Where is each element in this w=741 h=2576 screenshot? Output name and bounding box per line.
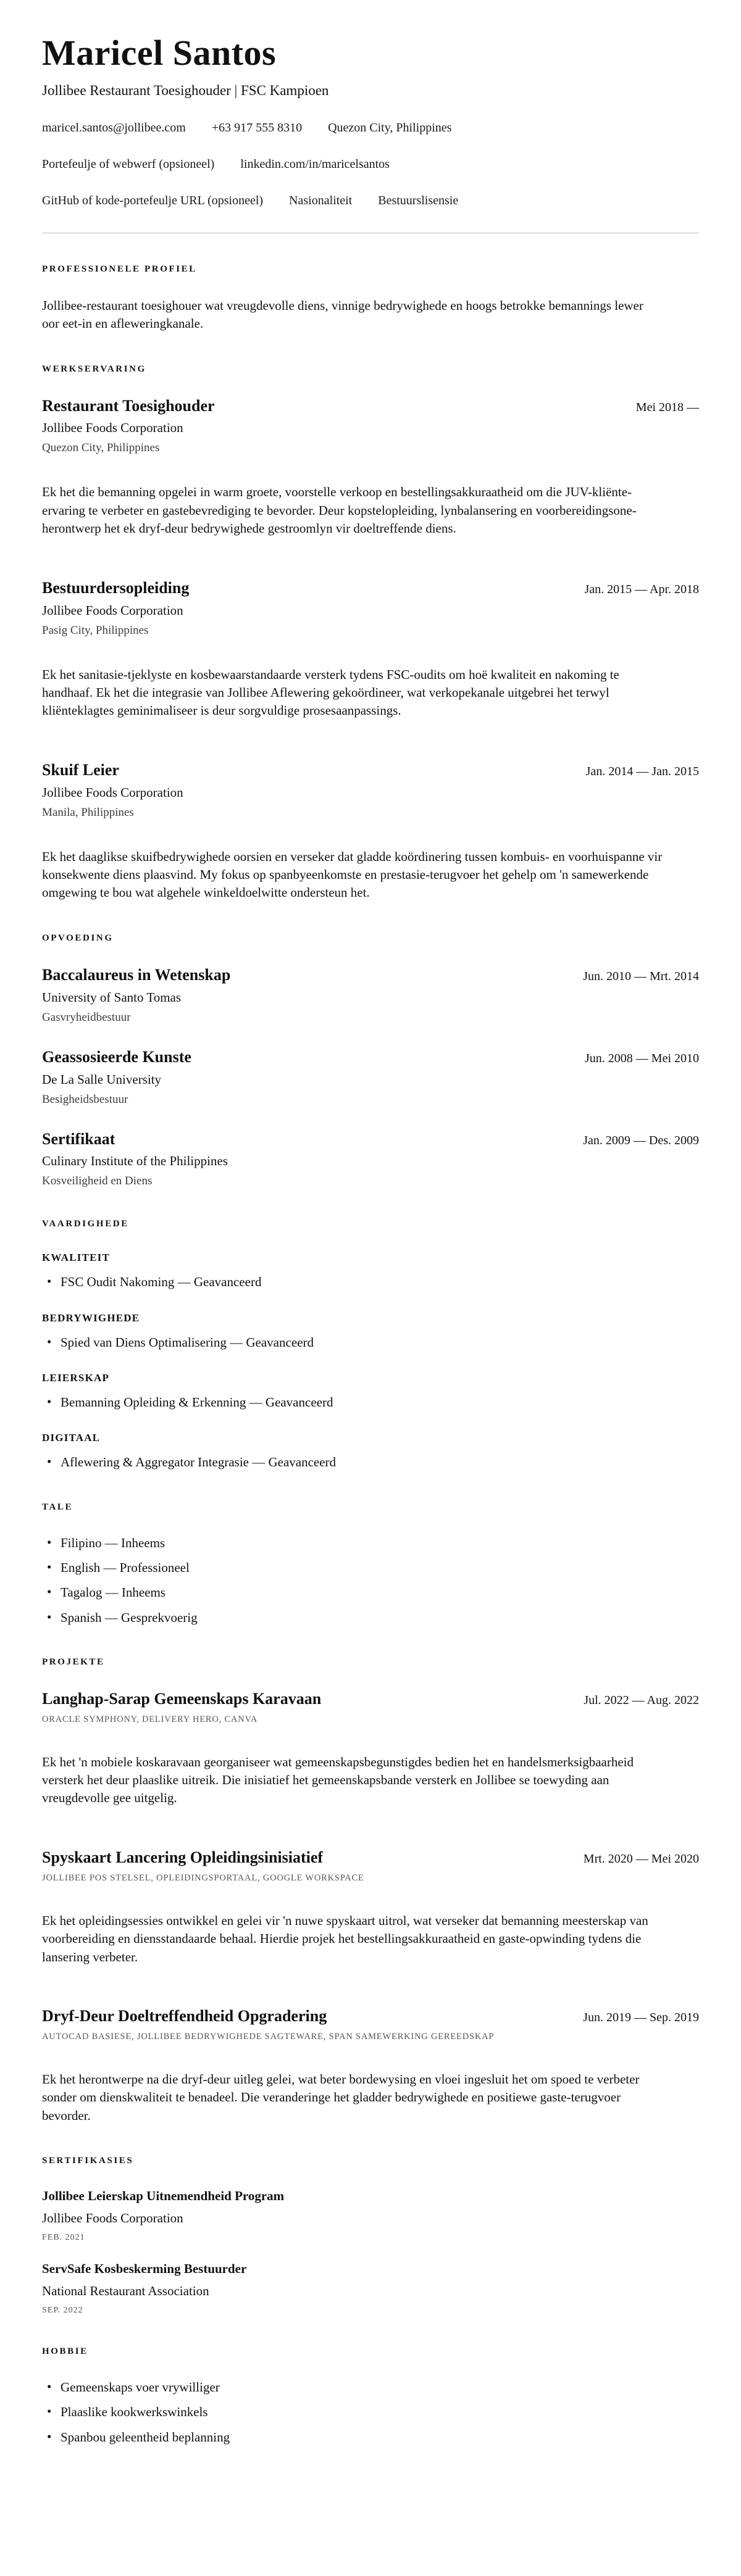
school-name: University of Santo Tomas <box>42 989 182 1005</box>
languages-heading: TALE <box>42 1502 73 1512</box>
certifications-heading: SERTIFIKASIES <box>42 2156 134 2166</box>
location-text: Quezon City, Philippines <box>328 120 452 135</box>
skill-list <box>42 1274 699 1290</box>
section-experience <box>42 364 699 902</box>
project-description: Ek het 'n mobiele koskaravaan georganiseer wat gemeenskapsbegunstigdes bedien het en handelsmerksigbaarheid versterk het deur plaaslike uitreik. Die inisiatief het gemeenskapsbande versterk en Jollibee se toewyding aan vreugdevolle gee uitgelig. <box>42 1754 634 1806</box>
job-title: Bestuurdersopleiding <box>42 578 190 597</box>
certification-date: FEB. 2021 <box>42 2233 85 2242</box>
project-tools: ORACLE SYMPHONY, DELIVERY HERO, CANVA <box>42 1714 258 1724</box>
certification-issuer: National Restaurant Association <box>42 2283 209 2298</box>
section-education <box>42 933 699 1189</box>
project-entry-head <box>42 1690 699 1708</box>
language-item: • English — Professioneel <box>42 1560 699 1576</box>
experience-entry-head <box>42 579 699 597</box>
nationality-label: Nasionaliteit <box>289 193 353 207</box>
job-company: Jollibee Foods Corporation <box>42 602 183 618</box>
phone-number: +63 917 555 8310 <box>211 120 303 135</box>
section-languages <box>42 1502 699 1626</box>
project-entry <box>42 2007 699 2125</box>
candidate-headline: Jollibee Restaurant Toesighouder | FSC Kampioen <box>42 82 329 98</box>
skill-list <box>42 1394 699 1411</box>
hobby-list <box>42 2379 699 2446</box>
resume-header <box>42 33 699 208</box>
education-entry <box>42 1048 699 1107</box>
skill-group-digital <box>42 1432 699 1471</box>
language-list <box>42 1535 699 1626</box>
projects-heading: PROJEKTE <box>42 1656 105 1667</box>
certification-title: Jollibee Leierskap Uitnemendheid Program <box>42 2188 285 2203</box>
experience-heading: WERKSERVARING <box>42 364 146 374</box>
project-title: Langhap-Sarap Gemeenskaps Karavaan <box>42 1689 322 1708</box>
degree-title: Geassosieerde Kunste <box>42 1047 191 1066</box>
project-entry-head <box>42 2007 699 2025</box>
contact-row-primary <box>42 121 699 135</box>
website-placeholder: Portefeulje of webwerf (opsioneel) <box>42 157 215 171</box>
education-entry-head <box>42 1130 699 1149</box>
section-profile <box>42 264 699 333</box>
candidate-name: Maricel Santos <box>42 33 277 73</box>
job-company: Jollibee Foods Corporation <box>42 420 183 436</box>
experience-entry-head <box>42 761 699 779</box>
skill-group-quality <box>42 1252 699 1290</box>
skill-item: • Spied van Diens Optimalisering — Geavanceerd <box>42 1334 699 1351</box>
job-location: Quezon City, Philippines <box>42 441 160 455</box>
job-location: Pasig City, Philippines <box>42 623 149 637</box>
certification-entry <box>42 2261 699 2316</box>
job-dates: Mei 2018 — <box>635 400 699 414</box>
education-entry <box>42 966 699 1024</box>
skill-item: • Aflewering & Aggregator Integrasie — Geavanceerd <box>42 1454 699 1471</box>
project-entry <box>42 1848 699 1966</box>
job-description: Ek het die bemanning opgelei in warm groete, voorstelle verkoop en bestellingsakkuraatheid om die JUV-kliënte-ervaring te verbeter en gastebevrediging te bevorder. Deur kopstelopleiding, lynbalansering en voorbereidingsone-herontwerp het ek dryf-deur bedrywighede gestroomlyn vir doeltreffende diens. <box>42 484 637 536</box>
experience-entry <box>42 579 699 720</box>
project-tools: AUTOCAD BASIESE, JOLLIBEE BEDRYWIGHEDE SAGTEWARE, SPAN SAMEWERKING GEREEDSKAP <box>42 2031 495 2042</box>
certification-issuer: Jollibee Foods Corporation <box>42 2211 183 2225</box>
skill-list <box>42 1454 699 1471</box>
field-of-study: Besigheidsbestuur <box>42 1092 128 1106</box>
contact-row-secondary <box>42 157 699 172</box>
job-dates: Jan. 2015 — Apr. 2018 <box>584 582 699 596</box>
linkedin-link[interactable]: linkedin.com/in/maricelsantos <box>240 157 390 171</box>
skill-item: • FSC Oudit Nakoming — Geavanceerd <box>42 1274 699 1290</box>
experience-entry <box>42 397 699 538</box>
education-dates: Jun. 2008 — Mei 2010 <box>585 1051 699 1065</box>
skill-item: • Bemanning Opleiding & Erkenning — Geavanceerd <box>42 1394 699 1411</box>
email-link[interactable]: maricel.santos@jollibee.com <box>42 120 186 135</box>
project-entry <box>42 1690 699 1808</box>
project-description: Ek het opleidingsessies ontwikkel en gelei vir 'n nuwe spyskaart uitrol, wat verseker dat bemanning meesterskap van voorbereiding en diensstandaarde behaal. Hierdie projek het bestellingsakkuraatheid en gaste-opwinding tydens die lansering verbeter. <box>42 1913 648 1964</box>
education-entry <box>42 1130 699 1189</box>
education-dates: Jun. 2010 — Mrt. 2014 <box>583 969 699 983</box>
hobby-item: • Gemeenskaps voer vrywilliger <box>42 2379 699 2396</box>
section-projects <box>42 1657 699 2125</box>
education-entry-head <box>42 1048 699 1066</box>
hobbies-heading: HOBBIE <box>42 2346 88 2356</box>
certification-title: ServSafe Kosbeskerming Bestuurder <box>42 2261 247 2276</box>
hobby-item: • Plaaslike kookwerkswinkels <box>42 2404 699 2420</box>
skill-group-name: KWALITEIT <box>42 1252 111 1264</box>
education-heading: OPVOEDING <box>42 933 114 943</box>
experience-entry-head <box>42 397 699 415</box>
project-tools: JOLLIBEE POS STELSEL, OPLEIDINGSPORTAAL, GOOGLE WORKSPACE <box>42 1872 364 1883</box>
project-title: Spyskaart Lancering Opleidingsinisiatief <box>42 1848 324 1866</box>
school-name: De La Salle University <box>42 1071 162 1087</box>
skill-list <box>42 1334 699 1351</box>
job-company: Jollibee Foods Corporation <box>42 784 183 800</box>
project-dates: Jul. 2022 — Aug. 2022 <box>584 1693 699 1707</box>
skill-group-name: LEIERSKAP <box>42 1372 110 1384</box>
skill-group-operations <box>42 1312 699 1351</box>
license-label: Bestuurslisensie <box>378 193 459 207</box>
field-of-study: Gasvryheidbestuur <box>42 1010 131 1024</box>
project-description: Ek het herontwerpe na die dryf-deur uitleg gelei, wat beter bordewysing en vloei ingesluit het om spoed te verbeter sonder om dienskwaliteit te benadeel. Die veranderinge het gladder bedrywighede en positiewe gaste-terugvoer bevorder. <box>42 2071 640 2123</box>
language-item: • Spanish — Gesprekvoerig <box>42 1610 699 1626</box>
job-title: Restaurant Toesighouder <box>42 396 215 415</box>
profile-text: Jollibee-restaurant toesighouer wat vreugdevolle diens, vinnige bedrywighede en hoogs betrokke bemannings lewer oor eet-in en afleweringkanale. <box>42 297 643 331</box>
certification-entry <box>42 2188 699 2243</box>
language-item: • Filipino — Inheems <box>42 1535 699 1552</box>
job-description: Ek het sanitasie-tjeklyste en kosbewaarstandaarde versterk tydens FSC-oudits om hoë kwaliteit en nakoming te handhaaf. Ek het die integrasie van Jollibee Aflewering gekoördineer, wat verkopekanale uitgebrei het terwyl kliënteklagtes geminimaliseer is deur sorgvuldige prosesaanpassings. <box>42 667 619 718</box>
job-title: Skuif Leier <box>42 760 119 779</box>
job-dates: Jan. 2014 — Jan. 2015 <box>585 764 699 778</box>
certification-date: SEP. 2022 <box>42 2306 83 2315</box>
language-item: • Tagalog — Inheems <box>42 1584 699 1601</box>
project-dates: Jun. 2019 — Sep. 2019 <box>583 2010 699 2024</box>
github-placeholder: GitHub of kode-portefeulje URL (opsioneel) <box>42 193 264 207</box>
project-title: Dryf-Deur Doeltreffendheid Opgradering <box>42 2006 327 2025</box>
project-entry-head <box>42 1848 699 1867</box>
job-location: Manila, Philippines <box>42 805 134 819</box>
skill-group-name: BEDRYWIGHEDE <box>42 1311 140 1324</box>
job-description: Ek het daaglikse skuifbedrywighede oorsien en verseker dat gladde koördinering tussen kombuis- en voorhuispanne vir konsekwente diens plaasvind. My fokus op spanbyeenkomste en prestasie-terugvoer het gehelp om 'n samewerkende omgewing te bou wat algehele winkeldoelwitte ondersteun het. <box>42 849 663 900</box>
section-skills <box>42 1219 699 1471</box>
field-of-study: Kosveiligheid en Diens <box>42 1174 153 1188</box>
education-dates: Jan. 2009 — Des. 2009 <box>583 1133 699 1147</box>
project-dates: Mrt. 2020 — Mei 2020 <box>583 1851 699 1866</box>
degree-title: Baccalaureus in Wetenskap <box>42 965 231 984</box>
school-name: Culinary Institute of the Philippines <box>42 1153 228 1169</box>
section-certifications <box>42 2156 699 2316</box>
contact-row-tertiary <box>42 194 699 208</box>
experience-entry <box>42 761 699 902</box>
section-hobbies <box>42 2346 699 2446</box>
skill-group-leadership <box>42 1372 699 1411</box>
skills-heading: VAARDIGHEDE <box>42 1219 129 1229</box>
hobby-item: • Spanbou geleentheid beplanning <box>42 2429 699 2446</box>
degree-title: Sertifikaat <box>42 1129 115 1148</box>
profile-heading: PROFESSIONELE PROFIEL <box>42 264 197 274</box>
skill-group-name: DIGITAAL <box>42 1432 101 1444</box>
education-entry-head <box>42 966 699 984</box>
